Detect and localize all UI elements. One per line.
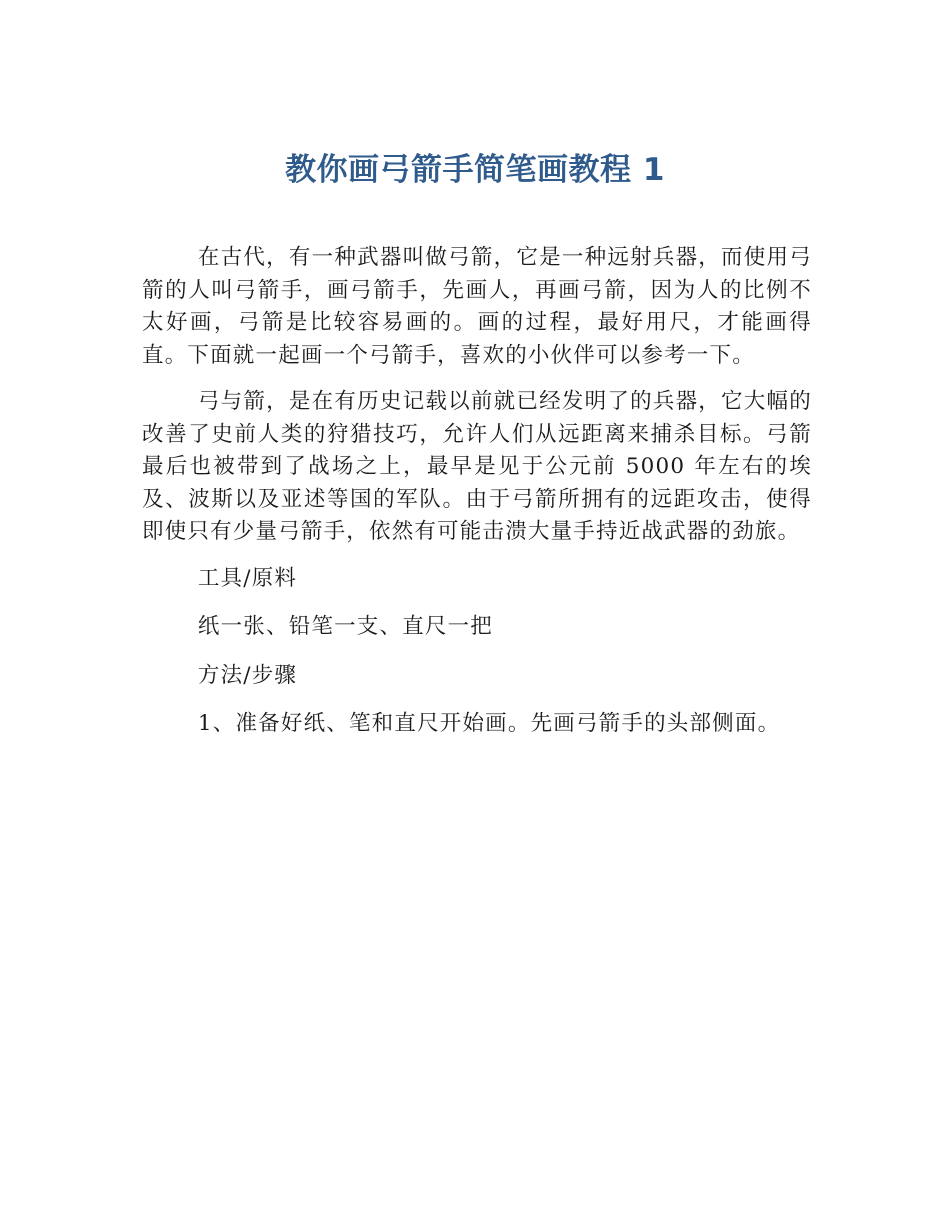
tools-list: 纸一张、铅笔一支、直尺一把 [197, 614, 493, 639]
history-paragraph: 弓与箭，是在有历史记载以前就已经发明了的兵器，它大幅的改善了史前人类的狩猎技巧，允许人们从远距离来捕杀目标。弓箭最后也被带到了战场之上，最早是见于公元前 5000 年左右的埃及、波斯以及亚述等国的军队。由于弓箭所拥有的远距攻击，使得即使只有少量弓箭手，依然有可能击溃大量手持近战武器的劲旅。 [142, 389, 812, 544]
document-body [142, 242, 812, 755]
document-title: 教你画弓箭手简笔画教程 1 [285, 152, 665, 188]
tools-heading: 工具/原料 [197, 565, 298, 591]
step-1-paragraph: 1、准备好纸、笔和直尺开始画。先画弓箭手的头部侧面。 [197, 711, 781, 736]
steps-heading: 方法/步骤 [197, 662, 298, 688]
intro-paragraph: 在古代，有一种武器叫做弓箭，它是一种远射兵器，而使用弓箭的人叫弓箭手，画弓箭手，先画人，再画弓箭，因为人的比例不太好画，弓箭是比较容易画的。画的过程，最好用尺，才能画得直。下面就一起画一个弓箭手，喜欢的小伙伴可以参考一下。 [142, 245, 812, 368]
